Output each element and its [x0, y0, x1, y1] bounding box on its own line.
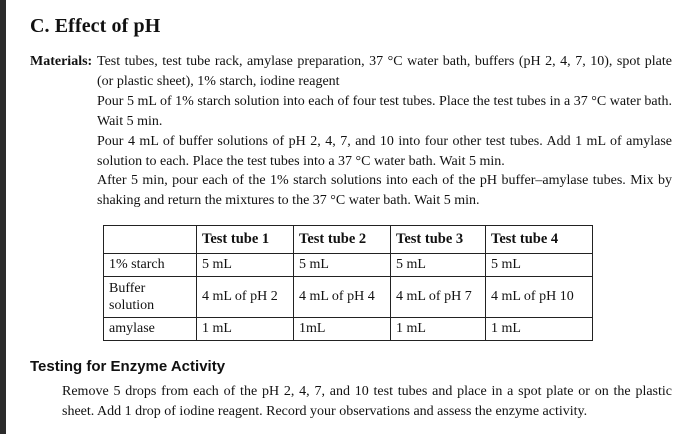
table-cell: 4 mL of pH 2	[197, 277, 294, 318]
materials-text: Test tubes, test tube rack, amylase preparation, 37 °C water bath, buffers (pH 2, 4, 7, 10), spot plate (or plastic sheet), 1% starch, iodine reagent	[97, 54, 672, 89]
step-2: Pour 4 mL of buffer solutions of pH 2, 4, 7, and 10 into four other test tubes. Add 1 mL of amylase solution to each. Place the test tubes into a 37 °C water bath. Wait 5 min.	[97, 134, 672, 169]
table-row-label: 1% starch	[104, 254, 197, 277]
table-cell: 5 mL	[486, 254, 593, 277]
table-cell: 1 mL	[197, 318, 294, 341]
table-cell: 1mL	[294, 318, 391, 341]
table-header-cell: Test tube 4	[486, 226, 593, 254]
table-row-label: amylase	[104, 318, 197, 341]
table-cell: 4 mL of pH 7	[391, 277, 486, 318]
table-row	[104, 277, 593, 318]
table-cell: 4 mL of pH 4	[294, 277, 391, 318]
table-cell: 1 mL	[486, 318, 593, 341]
table-cell: 4 mL of pH 10	[486, 277, 593, 318]
table-row	[104, 318, 593, 341]
step-1: Pour 5 mL of 1% starch solution into each of four test tubes. Place the test tubes in a 37 °C water bath. Wait 5 min.	[97, 94, 672, 129]
procedure-table	[103, 225, 593, 341]
table-cell: 1 mL	[391, 318, 486, 341]
table-cell: 5 mL	[197, 254, 294, 277]
table-cell: 5 mL	[391, 254, 486, 277]
section-title: C. Effect of pH	[30, 15, 161, 37]
table-cell: 5 mL	[294, 254, 391, 277]
left-edge-bar	[0, 0, 6, 434]
materials-label: Materials:	[30, 54, 93, 69]
step-3: After 5 min, pour each of the 1% starch solutions into each of the pH buffer–amylase tubes. Mix by shaking and return the mixtures to the 37 °C water bath. Wait 5 min.	[97, 173, 672, 208]
table-row	[104, 254, 593, 277]
table-header-cell: Test tube 1	[197, 226, 294, 254]
table-row-label: Buffer solution	[104, 277, 197, 318]
testing-title: Testing for Enzyme Activity	[30, 358, 226, 375]
testing-text: Remove 5 drops from each of the pH 2, 4, 7, and 10 test tubes and place in a spot plate or on the plastic sheet. Add 1 drop of iodine reagent. Record your observations and assess the enzyme activity.	[62, 384, 672, 419]
table-header-cell	[104, 226, 197, 254]
table-header-cell: Test tube 2	[294, 226, 391, 254]
table-header-cell: Test tube 3	[391, 226, 486, 254]
table-header-row	[104, 226, 593, 254]
